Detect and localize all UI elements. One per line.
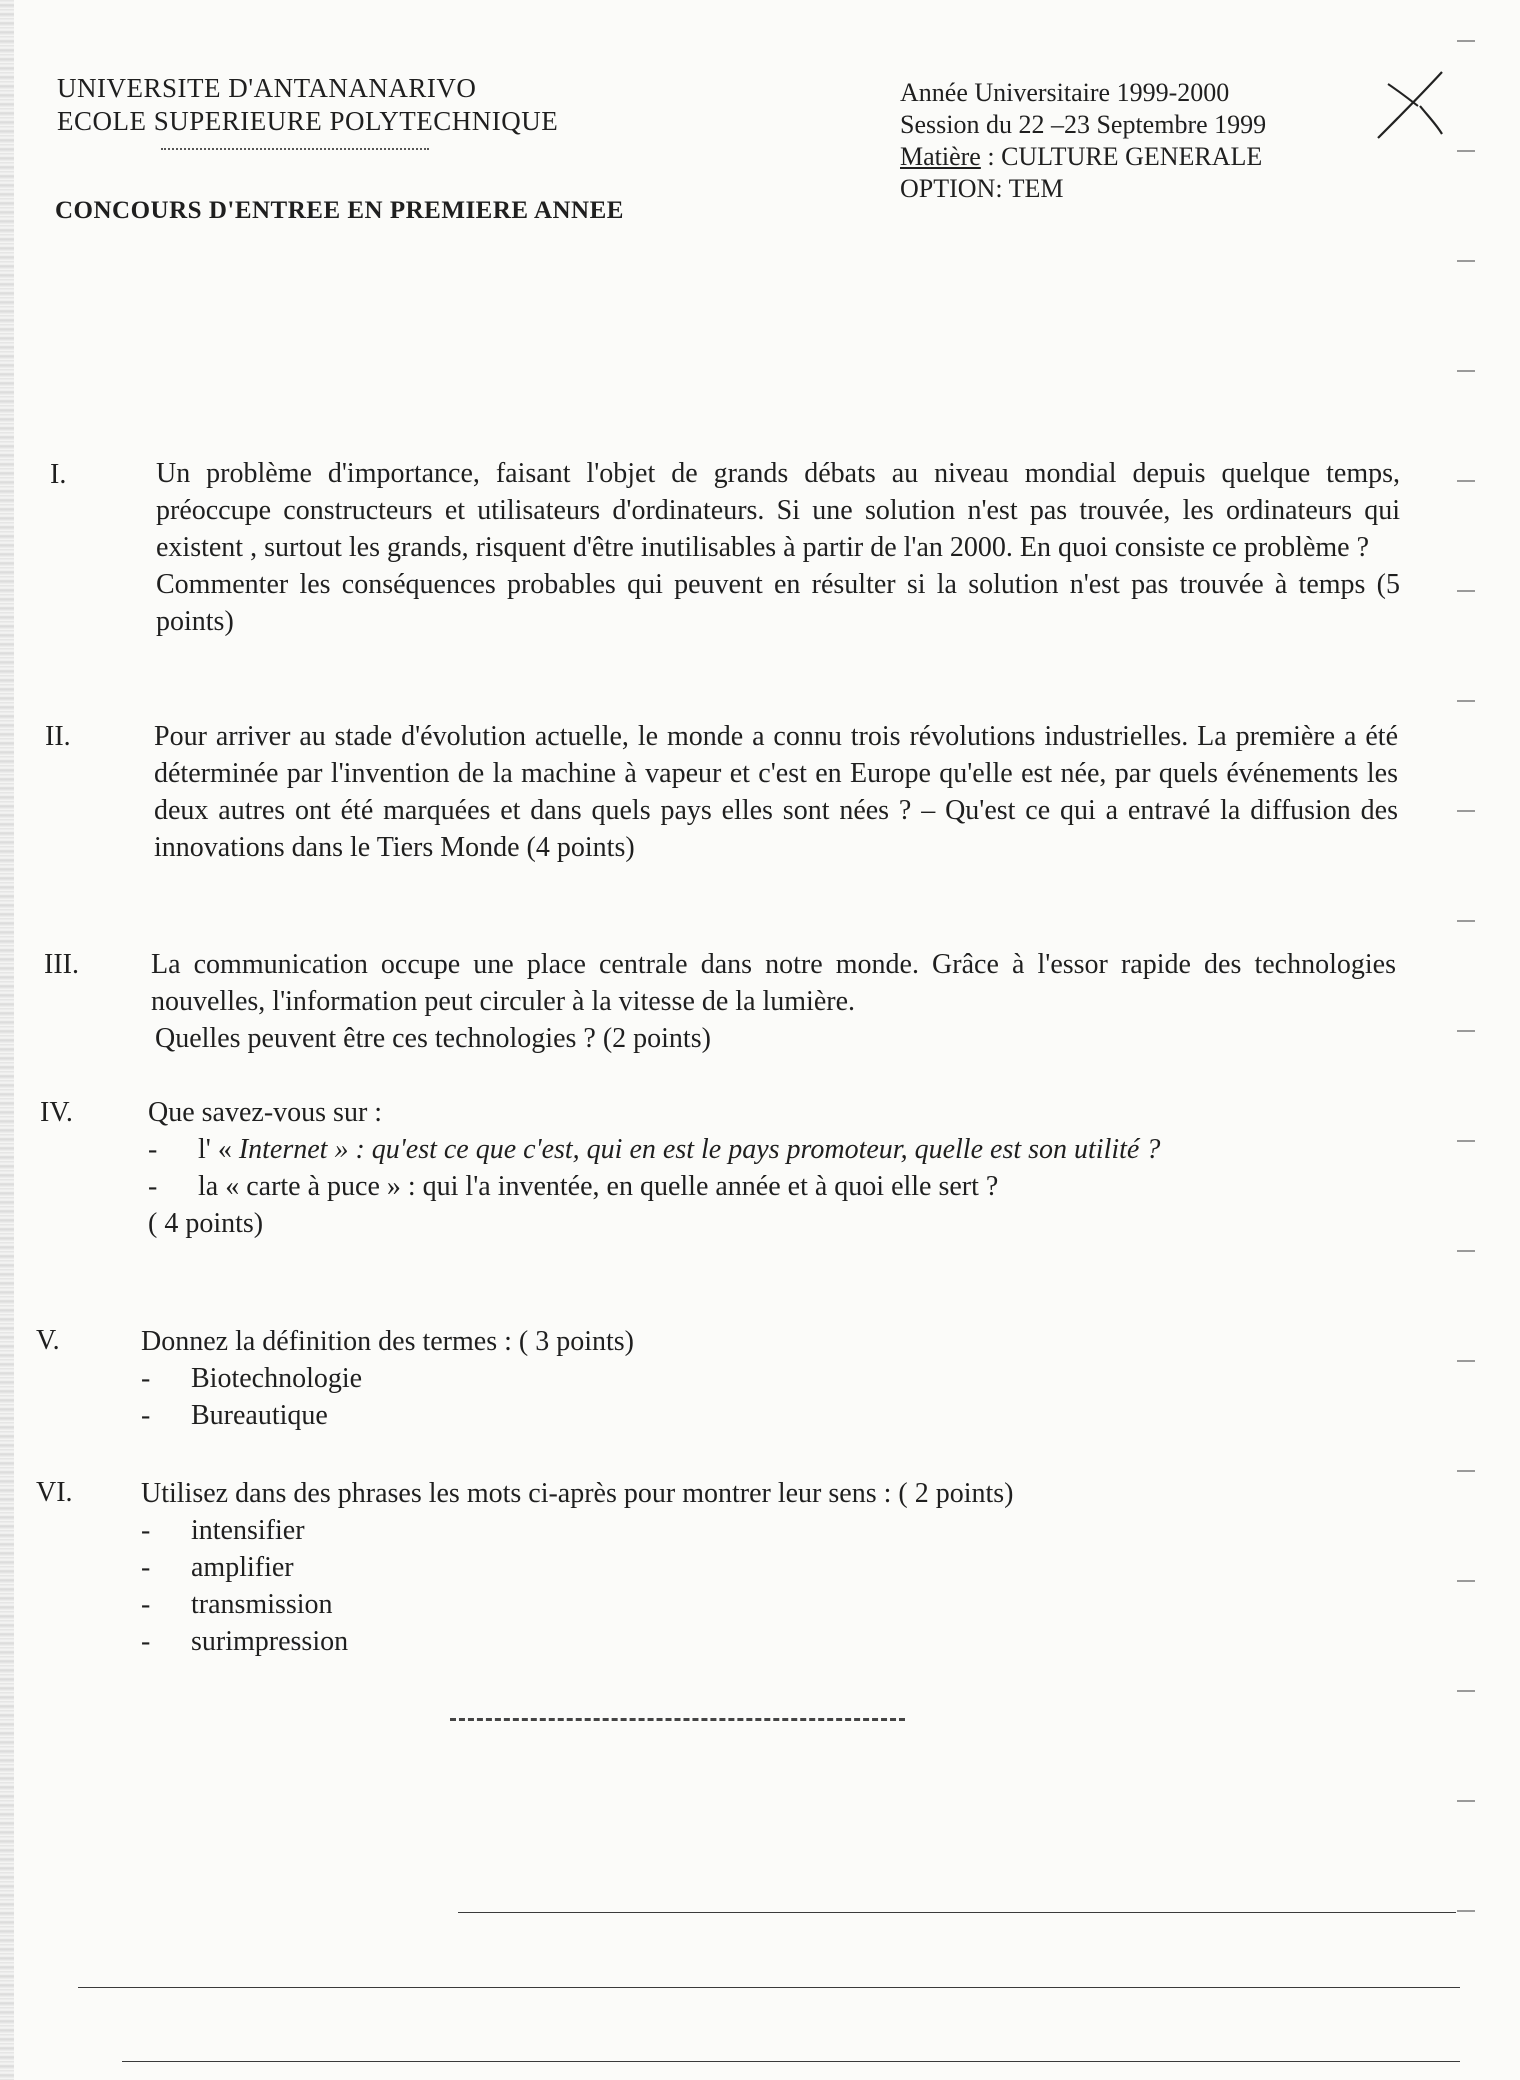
list-item: - surimpression	[141, 1623, 1391, 1660]
question-2-text	[154, 718, 1398, 866]
question-2-number: II.	[45, 721, 71, 752]
question-6-list	[141, 1512, 1391, 1660]
question-4-list	[148, 1131, 1398, 1205]
margin-tick	[1457, 150, 1475, 152]
question-5-text	[141, 1323, 1391, 1434]
question-4-intro: Que savez-vous sur :	[148, 1097, 383, 1128]
question-4-item-internet-text: Internet » : qu'est ce que c'est, qui en est le pays promoteur, quelle est son utilité ?	[238, 1134, 1161, 1165]
margin-tick	[1457, 480, 1475, 482]
margin-tick	[1457, 370, 1475, 372]
margin-tick	[1457, 260, 1475, 262]
question-5-list	[141, 1360, 1391, 1434]
option: OPTION: TEM	[900, 174, 1064, 203]
scan-line	[458, 1912, 1456, 1913]
question-3-paragraph-2: Quelles peuvent être ces technologies ? (2 points)	[155, 1023, 711, 1054]
margin-tick	[1457, 590, 1475, 592]
subject	[900, 141, 1266, 173]
school-name: ECOLE SUPERIEURE POLYTECHNIQUE	[57, 106, 559, 136]
question-5-number: V.	[36, 1325, 60, 1356]
question-6-text	[141, 1475, 1391, 1660]
question-1-text	[156, 455, 1400, 640]
question-5-intro: Donnez la définition des termes : ( 3 points)	[141, 1326, 634, 1357]
handwritten-cross-icon	[1370, 66, 1450, 146]
margin-tick	[1457, 1250, 1475, 1252]
scan-line	[122, 2061, 1460, 2062]
margin-tick	[1457, 920, 1475, 922]
question-4-points: ( 4 points)	[148, 1208, 264, 1239]
question-1-paragraph-2: Commenter les conséquences probables qui peuvent en résulter si la solution n'est pas trouvée à temps (5 points)	[156, 569, 1400, 637]
question-3-number: III.	[44, 949, 79, 980]
question-4-item-internet-prefix: l' «	[198, 1134, 239, 1165]
list-item: - Bureautique	[141, 1397, 1391, 1434]
margin-ticks	[1457, 40, 1475, 2060]
margin-tick	[1457, 810, 1475, 812]
header-right	[900, 77, 1266, 205]
scan-edge	[0, 0, 14, 2080]
exam-title: CONCOURS D'ENTREE EN PREMIERE ANNEE	[55, 197, 624, 224]
question-1-number: I.	[50, 459, 67, 490]
end-separator	[450, 1718, 905, 1721]
margin-tick	[1457, 1690, 1475, 1692]
academic-year: Année Universitaire 1999-2000	[900, 78, 1230, 107]
question-3-paragraph: La communication occupe une place centrale dans notre monde. Grâce à l'essor rapide des technologies nouvelles, l'information peut circuler à la vitesse de la lumière.	[151, 949, 1396, 1017]
header-separator	[161, 148, 429, 150]
subject-value: : CULTURE GENERALE	[980, 142, 1263, 171]
margin-tick	[1457, 1360, 1475, 1362]
margin-tick	[1457, 1910, 1475, 1912]
question-1-paragraph: Un problème d'importance, faisant l'objet de grands débats au niveau mondial depuis quelque temps, préoccupe constructeurs et utilisateurs d'ordinateurs. Si une solution n'est pas trouvée, les ordinateurs qui existent , surtout les grands, risquent d'être inutilisables à partir de l'an 2000. En quoi consiste ce problème ?	[156, 458, 1400, 563]
list-item: - intensifier	[141, 1512, 1391, 1549]
university-name: UNIVERSITE D'ANTANANARIVO	[57, 73, 477, 103]
question-4-number: IV.	[40, 1097, 73, 1128]
margin-tick	[1457, 1030, 1475, 1032]
subject-label: Matière	[900, 142, 981, 171]
scan-line	[78, 1987, 1460, 1988]
session-dates: Session du 22 –23 Septembre 1999	[900, 110, 1267, 139]
list-item: - amplifier	[141, 1549, 1391, 1586]
question-6-number: VI.	[36, 1477, 73, 1508]
margin-tick	[1457, 1580, 1475, 1582]
question-2-paragraph: Pour arriver au stade d'évolution actuelle, le monde a connu trois révolutions industrielles. La première a été déterminée par l'invention de la machine à vapeur et c'est en Europe qu'elle est née, par quels événements les deux autres ont été marquées et dans quels pays elles sont nées ? – Qu'est ce qui a entravé la diffusion des innovations dans le Tiers Monde (4 points)	[154, 721, 1398, 863]
question-6-intro: Utilisez dans des phrases les mots ci-après pour montrer leur sens : ( 2 points)	[141, 1478, 1014, 1509]
margin-tick	[1457, 1800, 1475, 1802]
list-item: - transmission	[141, 1586, 1391, 1623]
question-4-text	[148, 1094, 1398, 1242]
margin-tick	[1457, 1470, 1475, 1472]
list-item: - Biotechnologie	[141, 1360, 1391, 1397]
question-4-item-carte: - la « carte à puce » : qui l'a inventée, en quelle année et à quoi elle sert ?	[148, 1168, 1398, 1205]
header-left	[57, 72, 558, 150]
question-4-item-internet	[148, 1131, 1398, 1168]
margin-tick	[1457, 40, 1475, 42]
question-3-text	[151, 946, 1396, 1057]
margin-tick	[1457, 700, 1475, 702]
margin-tick	[1457, 1140, 1475, 1142]
